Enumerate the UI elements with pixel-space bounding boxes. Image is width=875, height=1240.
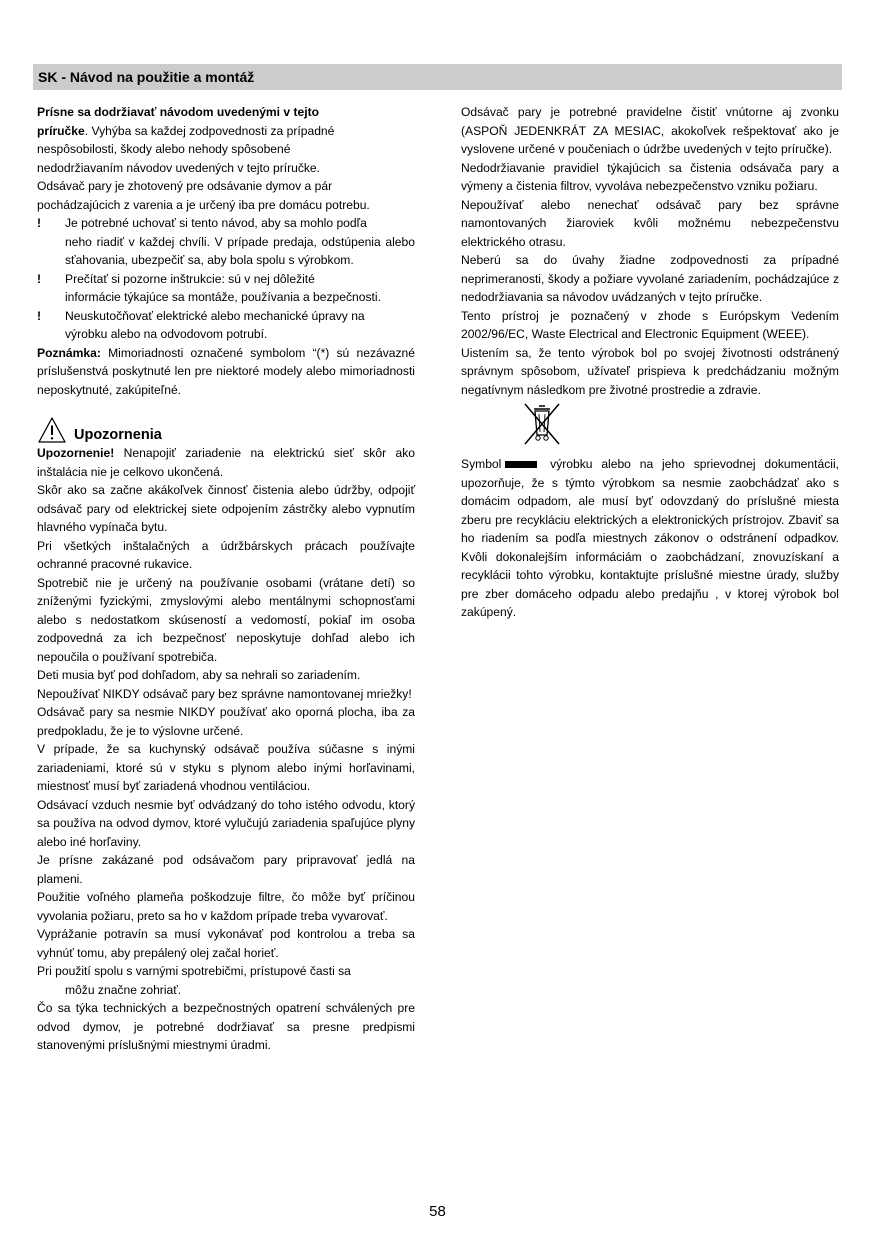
warning-paragraph: Upozornenie! Nenapojiť zariadenie na elektrickú sieť skôr ako inštalácia nie je celkovo ukončená.	[37, 446, 415, 479]
exclamation-bullet: !	[37, 271, 42, 286]
paragraph: V prípade, že sa kuchynský odsávač používa súčasne s inými zariadeniami, ktoré sú v styku s plynom alebo inými horľavinami, miestnosť musí byť zariadená vhodnou ventiláciou.	[37, 742, 415, 793]
bullet-item: ! Je potrebné uchovať si tento návod, aby sa mohlo podľa neho riadiť v každej chvíli. V prípade predaja, odstúpenia alebo sťahovania, ubezpečiť sa, aby bola spolu s výrobkom.	[37, 216, 415, 267]
symbol-paragraph: Symbol výrobku alebo na jeho sprievodnej dokumentácii, upozorňuje, že s týmto výrobkom sa nesmie zaobchádzať ako s domácim odpadom, ale musí byť odovzdaný do príslušné miesta zberu pre recykláciu elektrických a elektronických prístrojov. Zbaviť sa ho riadením sa podľa miestnych zákonov o odstránení odpadkov. Kvôli dokonalejším informáciám o zaobchádzaní, znovuzískaní a recyklácii tohto výrobku, kontaktujte príslušné miestne úrady, služby pre zber domáceho odpadu alebo predajňu , v ktorej výrobok bol zakúpený.	[461, 457, 839, 619]
note-paragraph: Poznámka: Mimoriadnosti označené symbolom “(*) sú nezávazné príslušenstvá poskytnuté len pre niektoré modely alebo mimoriadnosti neposkytnuté, zakúpiteľné.	[37, 345, 415, 397]
right-column	[461, 103, 839, 622]
paragraph: Spotrebič nie je určený na používanie osobami (vrátane detí) so zníženými fyzickými, zmyslovými alebo mentálnymi schopnosťami alebo s nedostatkom skúseností a vedomostí, pokiaľ im osoba zodpovedná za ich bezpečnosť neposkytuje dohľad alebo ich nepoučila o používaní spotrebiča.	[37, 575, 415, 664]
section-title: SK - Návod na použitie a montáž	[38, 69, 255, 85]
paragraph: Je prísne zakázané pod odsávačom pary pripravovať jedlá na plameni.	[37, 853, 415, 886]
paragraph: Neberú sa do úvahy žiadne zodpovednosti za prípadné neprimeranosti, škody a požiare vyvolané zariadením, pochádzajúce z nedodržiavania sa návodov uvádzaných v tejto príručke.	[461, 253, 839, 304]
paragraph: Nepoužívať alebo nenechať odsávač pary bez správne namontovaných žiaroviek kvôli možnému nebezpečenstvu elektrického otrasu.	[461, 197, 839, 249]
crossed-out-bin-icon	[521, 401, 563, 447]
left-column	[37, 103, 415, 1055]
intro-line-2: príručke. Vyhýba sa každej zodpovednosti za prípadné	[37, 123, 335, 138]
paragraph: Nedodržiavanie pravidiel týkajúcich sa čistenia odsávača pary a výmeny a čistenia filtrov, vyvoláva nebezpečenstvo vzniku požiaru.	[461, 160, 839, 193]
paragraph: Vyprážanie potravín sa musí vykonávať pod kontrolou a treba sa vyhnúť tomu, aby prepálený olej začal horieť.	[37, 927, 415, 960]
paragraph: Deti musia byť pod dohľadom, aby sa nehrali so zariadením.	[37, 668, 361, 682]
exclamation-bullet: !	[37, 308, 42, 323]
intro-line-4: nedodržiavaním návodov uvedených v tejto príručke.	[37, 160, 321, 175]
intro-line-3: nespôsobilosti, škody alebo nehody spôsobené	[37, 142, 291, 156]
paragraph: Odsávač pary je potrebné pravidelne čistiť vnútorne aj zvonku (ASPOŇ JEDENKRÁT ZA MESIAC, akokoľvek rešpektovať ako je vyslovene určené v poučeniach o údržbe uvedených v tejto príručke).	[461, 105, 839, 156]
paragraph: Pri použití spolu s varnými spotrebičmi, prístupové časti sa	[37, 964, 351, 978]
warnings-heading	[37, 410, 415, 444]
page-number: 58	[429, 1203, 446, 1220]
paragraph-continuation: môžu značne zohriať.	[65, 982, 182, 997]
paragraph: Skôr ako sa začne akákoľvek činnosť čistenia alebo údržby, odpojiť odsávač pary od elektrickej siete odpojením zástrčky alebo vypnutím hlavného vypínača bytu.	[37, 483, 415, 534]
warnings-title: Upozornenia	[74, 427, 162, 443]
paragraph: Tento prístroj je poznačený v zhode s Európskym Vedením 2002/96/EC, Waste Electrical and Electronic Equipment (WEEE).	[461, 308, 839, 341]
intro-bold-line: Prísne sa dodržiavať návodom uvedenými v tejto	[37, 105, 320, 119]
warning-triangle-icon	[37, 416, 67, 444]
paragraph: Čo sa týka technických a bezpečnostných opatrení schválených pre odvod dymov, je potrebné dodržiavať sa presne predpismi stanovenými príslušnými miestnymi úradmi.	[37, 1001, 415, 1052]
intro-line-5: Odsávač pary je zhotovený pre odsávanie dymov a pár	[37, 179, 333, 193]
paragraph: Pri všetkých inštalačných a údržbárskych prácach používajte ochranné pracovné rukavice.	[37, 538, 415, 571]
exclamation-bullet: !	[37, 216, 42, 230]
intro-line-6: pochádzajúcich z varenia a je určený iba pre domácu potrebu.	[37, 197, 370, 212]
paragraph: Použitie voľného plameňa poškodzuje filtre, čo môže byť príčinou vyvolania požiaru, preto sa ho v každom prípade treba vyvarovať.	[37, 890, 415, 923]
paragraph: Nepoužívať NIKDY odsávač pary bez správne namontovanej mriežky!	[37, 686, 412, 701]
section-header	[33, 64, 842, 90]
bullet-item: ! Prečítať si pozorne inštrukcie: sú v nej dôležité informácie týkajúce sa montáže, používania a bezpečnosti.	[37, 271, 381, 304]
paragraph: Uistením sa, že tento výrobok bol po svojej životnosti odstránený správnym spôsobom, užívateľ prispieva k predchádzaniu možným negatívnym následkom pre životné prostredie a zdravie.	[461, 345, 839, 397]
paragraph: Odsávač pary sa nesmie NIKDY používať ako oporná plocha, iba za predpokladu, že je to výslovne určené.	[37, 705, 415, 738]
weee-symbol-block	[461, 399, 839, 455]
black-bar-symbol-icon	[505, 461, 537, 468]
bullet-item: ! Neuskutočňovať elektrické alebo mechanické úpravy na výrobku alebo na odvodovom potrubí.	[37, 308, 365, 341]
paragraph: Odsávací vzduch nesmie byť odvádzaný do toho istého odvodu, ktorý sa používa na odvod dymov, ktoré vylučujú zariadenia spaľujúce plyny alebo iné horľaviny.	[37, 797, 415, 849]
